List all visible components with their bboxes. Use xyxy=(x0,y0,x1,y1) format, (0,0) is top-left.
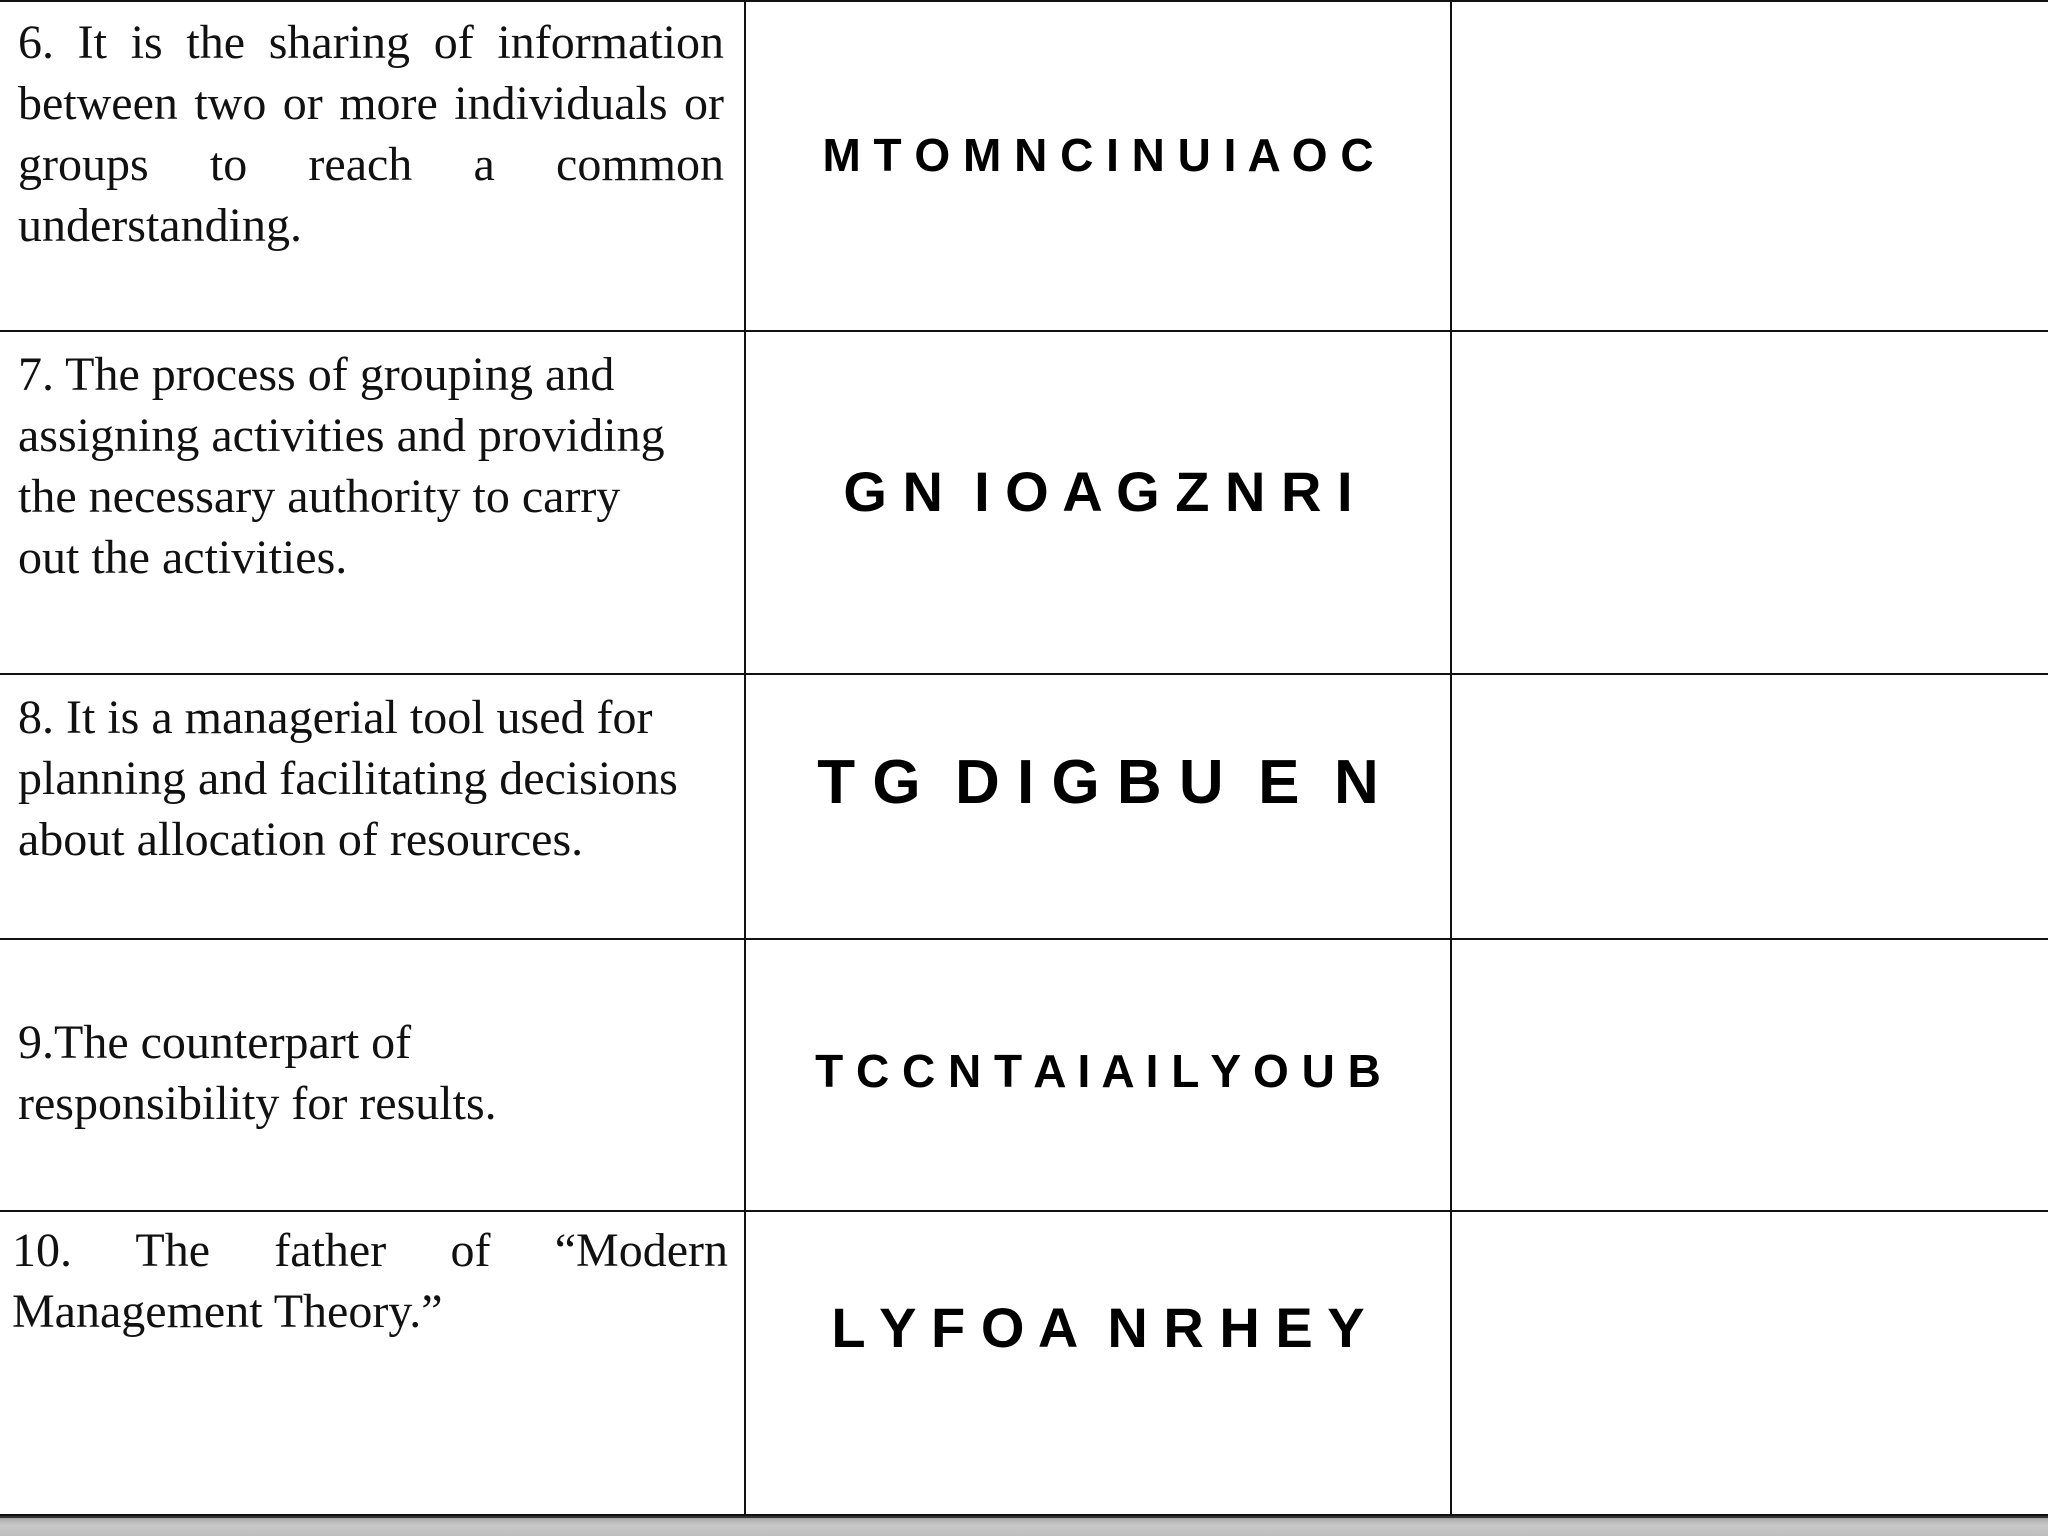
table-row xyxy=(0,675,2048,938)
clue-text: 9.The counterpart of responsibility for results. xyxy=(18,1016,497,1130)
answer-cell[interactable] xyxy=(1452,940,2048,1210)
scrambled-word: M T O M N C I N U I A O C xyxy=(822,129,1374,181)
clue-text: 10. The father of “Modern Management Theory.” xyxy=(12,1224,728,1338)
table-row xyxy=(0,940,2048,1210)
scrambled-word: T G D I G B U E N xyxy=(817,748,1379,817)
clue-text: 8. It is a managerial tool used for planning and facilitating decisions about allocation of resources. xyxy=(18,691,678,866)
slide-footer-bar xyxy=(0,1516,2048,1536)
table-row xyxy=(0,332,2048,673)
scrambled-word: G N I O A G Z N R I xyxy=(843,460,1353,523)
clue-text: 6. It is the sharing of information between two or more individuals or groups to reach a common understanding. xyxy=(18,16,724,252)
scrambled-word: L Y F O A N R H E Y xyxy=(831,1296,1365,1359)
table-row xyxy=(0,1212,2048,1514)
answer-cell[interactable] xyxy=(1452,332,2048,673)
table-row xyxy=(0,0,2048,330)
clue-text: 7. The process of grouping and assigning activities and providing the necessary authority to carry out the activities. xyxy=(18,348,665,584)
answer-cell[interactable] xyxy=(1452,1212,2048,1514)
answer-cell[interactable] xyxy=(1452,675,2048,938)
answer-cell[interactable] xyxy=(1452,0,2048,330)
scrambled-word: T C C N T A I A I L Y O U B xyxy=(815,1045,1381,1097)
